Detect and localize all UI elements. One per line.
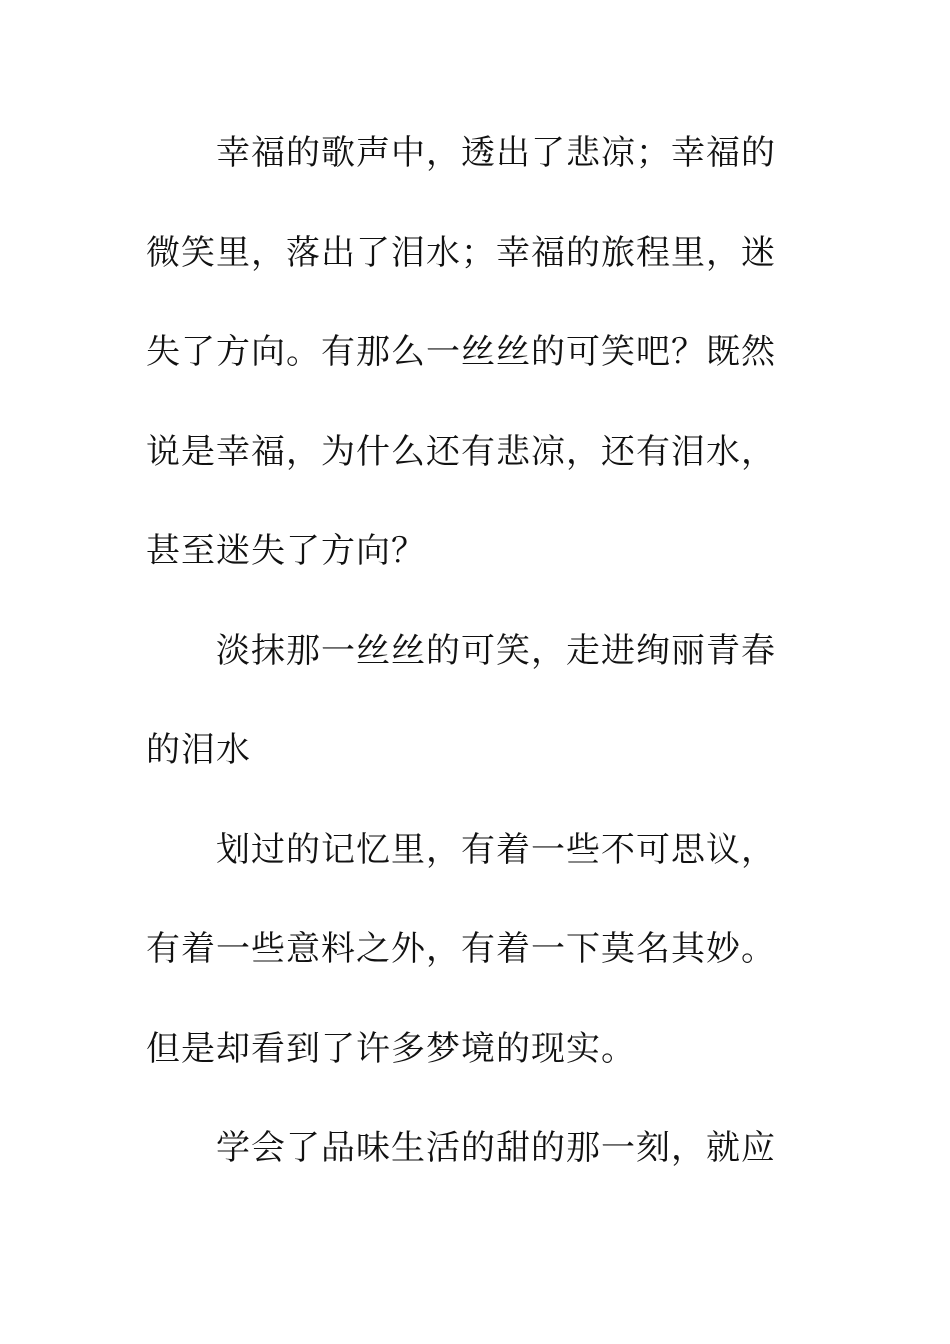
text-line: 说是幸福，为什么还有悲凉，还有泪水， [146, 432, 776, 472]
text-line: 的泪水 [146, 730, 251, 770]
text-line: 幸福的歌声中，透出了悲凉；幸福的 [216, 133, 776, 173]
text-line: 有着一些意料之外，有着一下莫名其妙。 [146, 929, 776, 969]
text-line: 失了方向。有那么一丝丝的可笑吧？既然 [146, 332, 776, 372]
text-line: 划过的记忆里，有着一些不可思议， [216, 830, 776, 870]
text-line: 淡抹那一丝丝的可笑，走进绚丽青春 [216, 631, 776, 671]
text-line: 微笑里，落出了泪水；幸福的旅程里，迷 [146, 233, 776, 273]
text-line: 甚至迷失了方向？ [146, 531, 426, 571]
text-line: 但是却看到了许多梦境的现实。 [146, 1029, 636, 1069]
text-line: 学会了品味生活的甜的那一刻，就应 [216, 1128, 776, 1168]
